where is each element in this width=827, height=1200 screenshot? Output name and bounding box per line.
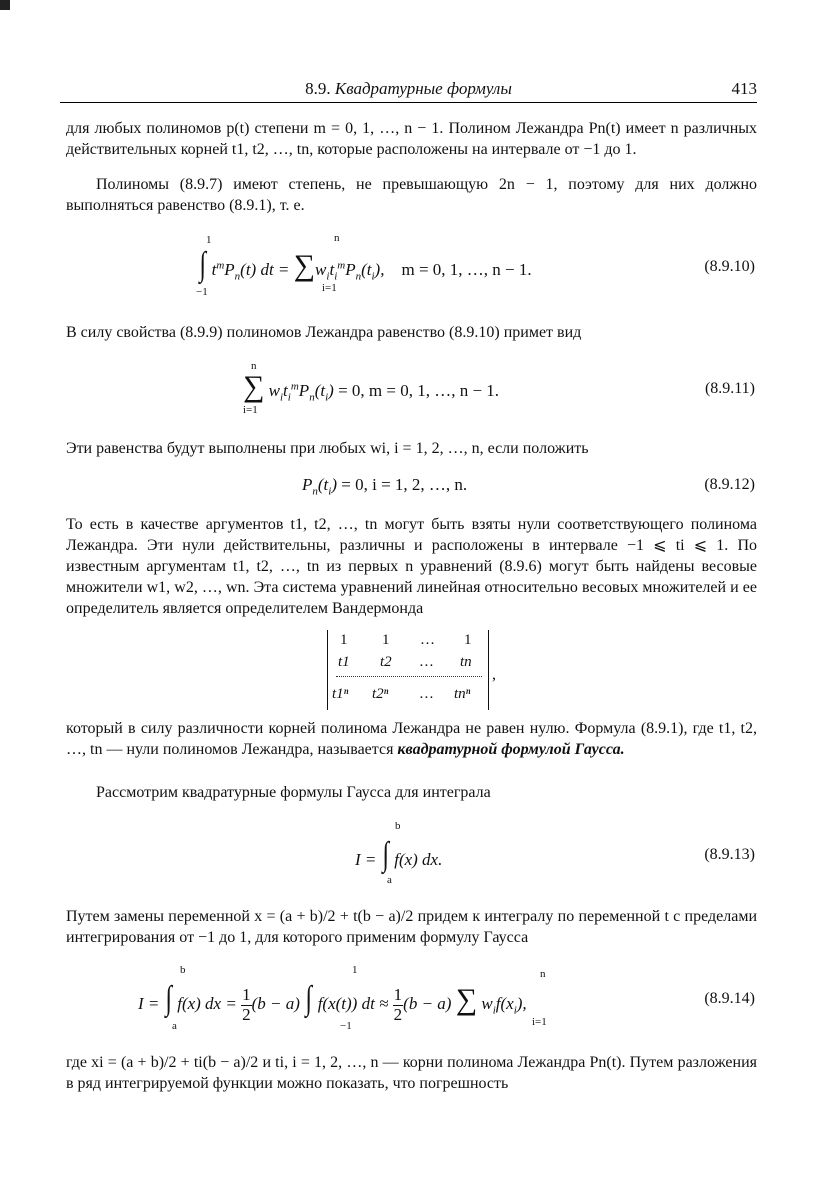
paragraph-2: Полиномы (8.9.7) имеют степень, не превышающую 2n − 1, поэтому для них должно выполняться равенство (8.9.1), т. е. [66, 176, 757, 214]
equation-8-9-11: ∑ n i=1 $w_it_i^mP_n(t_i) = 0$, m = 0, 1, …, n − 1. [243, 360, 500, 416]
equation-number-8-9-11: (8.9.11) [704, 380, 755, 397]
det-cell: t2ⁿ [372, 686, 389, 702]
det-dotted-row [336, 676, 482, 677]
paragraph-3: В силу свойства (8.9.9) полиномов Лежандра равенство (8.9.10) примет вид [66, 324, 582, 341]
equation-8-9-13: I = ∫ b a f(x) dx. [355, 820, 443, 886]
paragraph-8: Путем замены переменной x = (a + b)/2 + t(b − a)/2 придем к интегралу по переменной t с пределами интегрирования от −1 до 1, для которого применим формулу Гаусса [66, 908, 757, 946]
det-cell: t1ⁿ [332, 686, 349, 702]
running-header [60, 78, 757, 103]
corner-mark [0, 0, 10, 10]
paragraph-5: То есть в качестве аргументов t1, t2, …, tn могут быть взяты нули соответствующего полинома Лежандра. Эти нули действительны, различны и расположены в интервале −1 ⩽ ti ⩽ 1. По известным аргументам t1, t2, …, tn из первых n уравнений (8.9.6) могут быть найдены весовые множители w1, w2, …, wn. Эта система уравнений линейная относительно весовых множителей и ее определитель является определителем Вандермонда [66, 516, 757, 617]
paragraph-7: Рассмотрим квадратурные формулы Гаусса для интеграла [96, 784, 491, 801]
equation-8-9-12: $P_n(t_i) = 0$, i = 1, 2, …, n. [302, 475, 468, 498]
det-cell: t2 [380, 654, 392, 670]
paragraph-1: для любых полиномов p(t) степени m = 0, 1, …, n − 1. Полином Лежандра Pn(t) имеет n различных действительных корней t1, t2, …, tn, которые расположены на интервале от −1 до 1. [66, 120, 757, 158]
det-cell: t1 [338, 654, 350, 670]
vandermonde-determinant [327, 630, 489, 710]
equation-8-9-10: ∫ 1 −1 $t^mP_n(t)$ dt = ∑ n i=1 $w_it_i^mP_n(t_i)$, m = 0, 1, …, n − 1. [196, 232, 532, 298]
det-cell: 1 [464, 632, 472, 648]
det-cell: 1 [340, 632, 348, 648]
det-cell: … [420, 686, 434, 702]
header-title: 8.9. Квадратурные формулы [305, 79, 512, 98]
paragraph-4: Эти равенства будут выполнены при любых wi, i = 1, 2, …, n, если положить [66, 440, 589, 457]
equation-number-8-9-14: (8.9.14) [704, 990, 755, 1007]
equation-number-8-9-13: (8.9.13) [704, 846, 755, 863]
det-cell: tnⁿ [454, 686, 471, 702]
det-cell: … [420, 654, 434, 670]
det-cell: tn [460, 654, 472, 670]
equation-8-9-14: I = ∫ b a f(x) dx = $\frac{1}{2}$ (b − a) ∫ 1 −1 f(x(t)) dt ≈ $\frac{1}{2}$ (b − a) ∑ n i=1 $w_if(x_i)$, [138, 964, 547, 1032]
paragraph-9: где xi = (a + b)/2 + ti(b − a)/2 и ti, i = 1, 2, …, n — корни полинома Лежандра Pn(t). Путем разложения в ряд интегрируемой функции можно показать, что погрешность [66, 1054, 757, 1092]
det-cell: 1 [382, 632, 390, 648]
paragraph-6: который в силу различности корней полинома Лежандра не равен нулю. Формула (8.9.1), где t1, t2, …, tn — нули полиномов Лежандра, называется квадратурной формулой Гаусса. [66, 720, 757, 758]
equation-number-8-9-12: (8.9.12) [704, 476, 755, 493]
page-number: 413 [731, 79, 757, 98]
det-comma: , [492, 666, 496, 683]
equation-number-8-9-10: (8.9.10) [704, 258, 755, 275]
det-cell: … [420, 632, 435, 648]
